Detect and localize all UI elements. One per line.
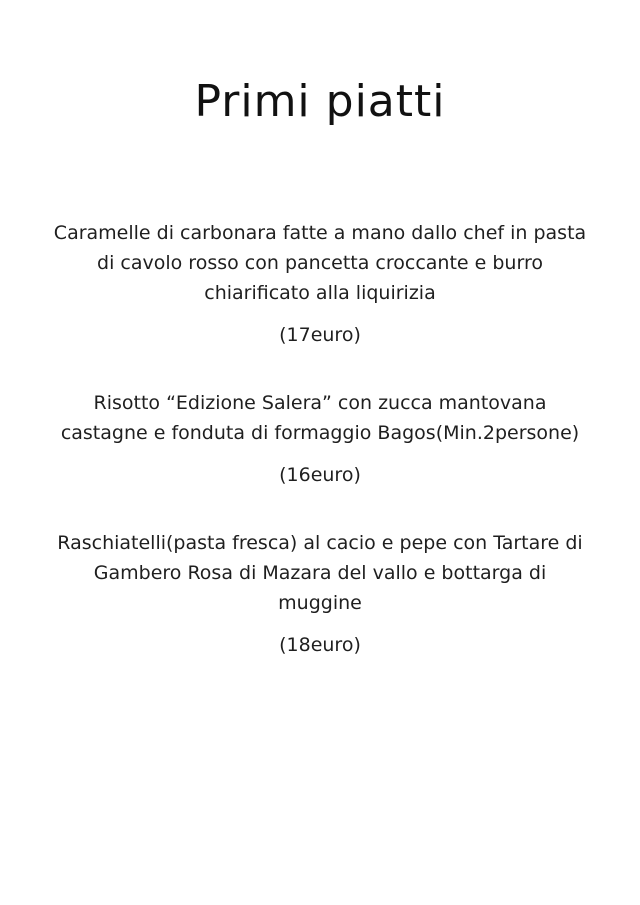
dish-price: (17euro) [279, 324, 361, 346]
dish-description: Raschiatelli(pasta fresca) al cacio e pepe con Tartare di Gambero Rosa di Mazara del vallo e bottarga di muggine [57, 532, 583, 614]
dish-price: (18euro) [279, 634, 361, 656]
dish-item [50, 388, 590, 490]
dish-description: Caramelle di carbonara fatte a mano dallo chef in pasta di cavolo rosso con pancetta croccante e burro chiarificato alla liquirizia [53, 222, 587, 304]
page-title: Primi piatti [194, 76, 446, 127]
dish-item [50, 218, 590, 350]
dish-price: (16euro) [279, 464, 361, 486]
dish-item [50, 528, 590, 660]
dish-description: Risotto “Edizione Salera” con zucca mantovana castagne e fonduta di formaggio Bagos(Min.2persone) [60, 392, 580, 444]
